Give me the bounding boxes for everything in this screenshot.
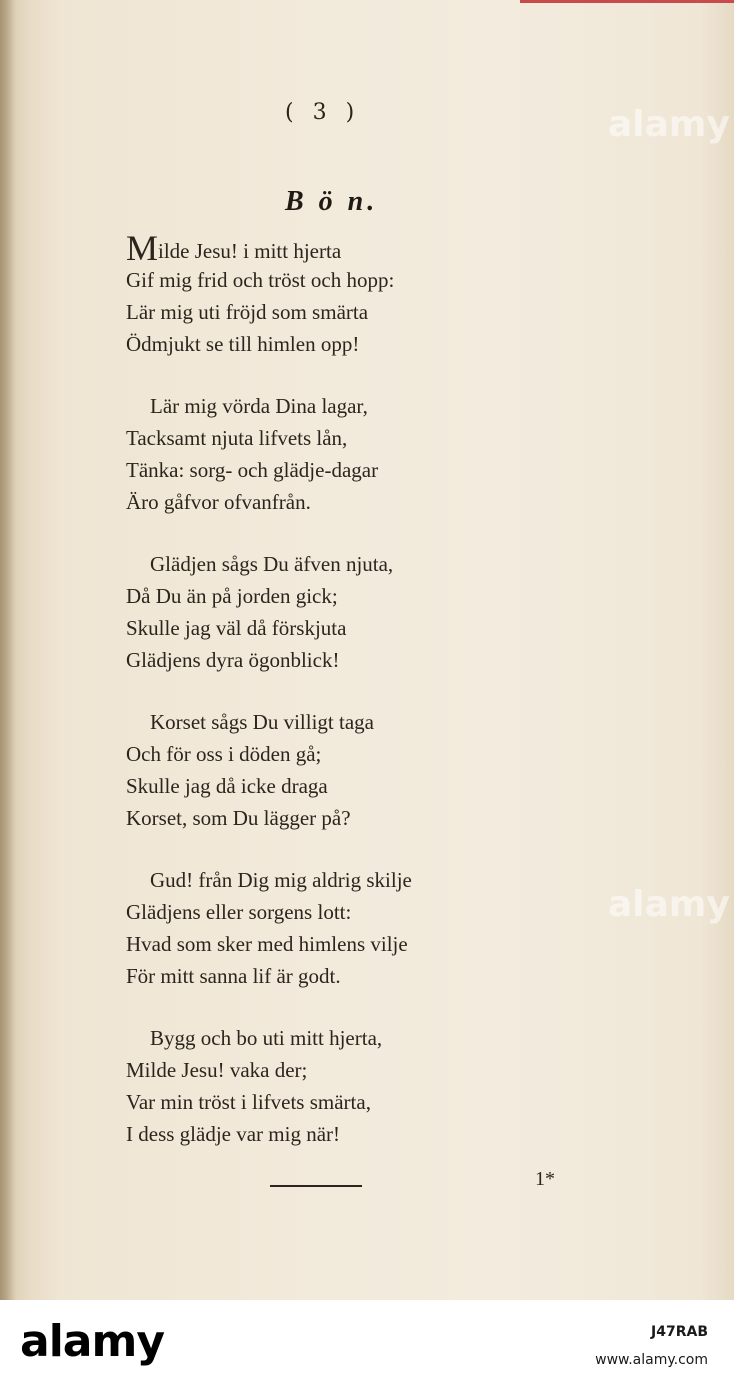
poem-line: Gif mig frid och tröst och hopp:: [126, 268, 395, 292]
poem-line: För mitt sanna lif är godt.: [126, 964, 341, 988]
stanza: [126, 390, 526, 518]
poem-line: Glädjen sågs Du äfven njuta,: [150, 552, 394, 576]
poem-body: [126, 228, 526, 1180]
poem-line: Gud! från Dig mig aldrig skilje: [150, 868, 412, 892]
poem-line: Bygg och bo uti mitt hjerta,: [150, 1026, 383, 1050]
poem-line: Och för oss i döden gå;: [126, 742, 322, 766]
poem-line: Lär mig vörda Dina lagar,: [150, 394, 368, 418]
poem-line: Tänka: sorg- och glädje-dagar: [126, 458, 379, 482]
end-rule: [270, 1185, 362, 1187]
poem-line: Lär mig uti fröjd som smärta: [126, 300, 369, 324]
poem-title: B ö n.: [285, 186, 379, 217]
poem-line: I dess glädje var mig när!: [126, 1122, 341, 1146]
poem-line: [126, 228, 526, 268]
watermark-logo: alamy: [608, 104, 730, 145]
poem-line: Skulle jag då icke draga: [126, 774, 328, 798]
poem-line: Korset sågs Du villigt taga: [150, 710, 374, 734]
stanza: [126, 1022, 526, 1150]
drop-cap: M: [126, 228, 159, 268]
poem-line-text: ilde Jesu! i mitt hjerta: [158, 239, 342, 263]
page-number: ( 3 ): [285, 100, 361, 125]
watermark-logo: alamy: [608, 884, 730, 925]
poem-line: Var min tröst i lifvets smärta,: [126, 1090, 371, 1114]
signature-mark: 1*: [535, 1168, 555, 1190]
poem-line: Glädjens eller sorgens lott:: [126, 900, 352, 924]
poem-line: Korset, som Du lägger på?: [126, 806, 351, 830]
image-id: J47RAB: [651, 1324, 708, 1340]
poem-line: Äro gåfvor ofvanfrån.: [126, 490, 311, 514]
stock-url: www.alamy.com: [595, 1352, 708, 1368]
stanza: [126, 228, 526, 360]
page-top-edge: [520, 0, 734, 3]
poem-line: Milde Jesu! vaka der;: [126, 1058, 308, 1082]
stanza: [126, 864, 526, 992]
poem-line: Ödmjukt se till himlen opp!: [126, 332, 360, 356]
poem-line: Glädjens dyra ögonblick!: [126, 648, 340, 672]
poem-line: Hvad som sker med himlens vilje: [126, 932, 408, 956]
poem-line: Tacksamt njuta lifvets lån,: [126, 426, 348, 450]
stanza: [126, 706, 526, 834]
poem-line: Skulle jag väl då förskjuta: [126, 616, 347, 640]
stanza: [126, 548, 526, 676]
stock-stamp-bar: [0, 1300, 734, 1390]
poem-line: Då Du än på jorden gick;: [126, 584, 338, 608]
alamy-logo: alamy: [20, 1316, 164, 1367]
